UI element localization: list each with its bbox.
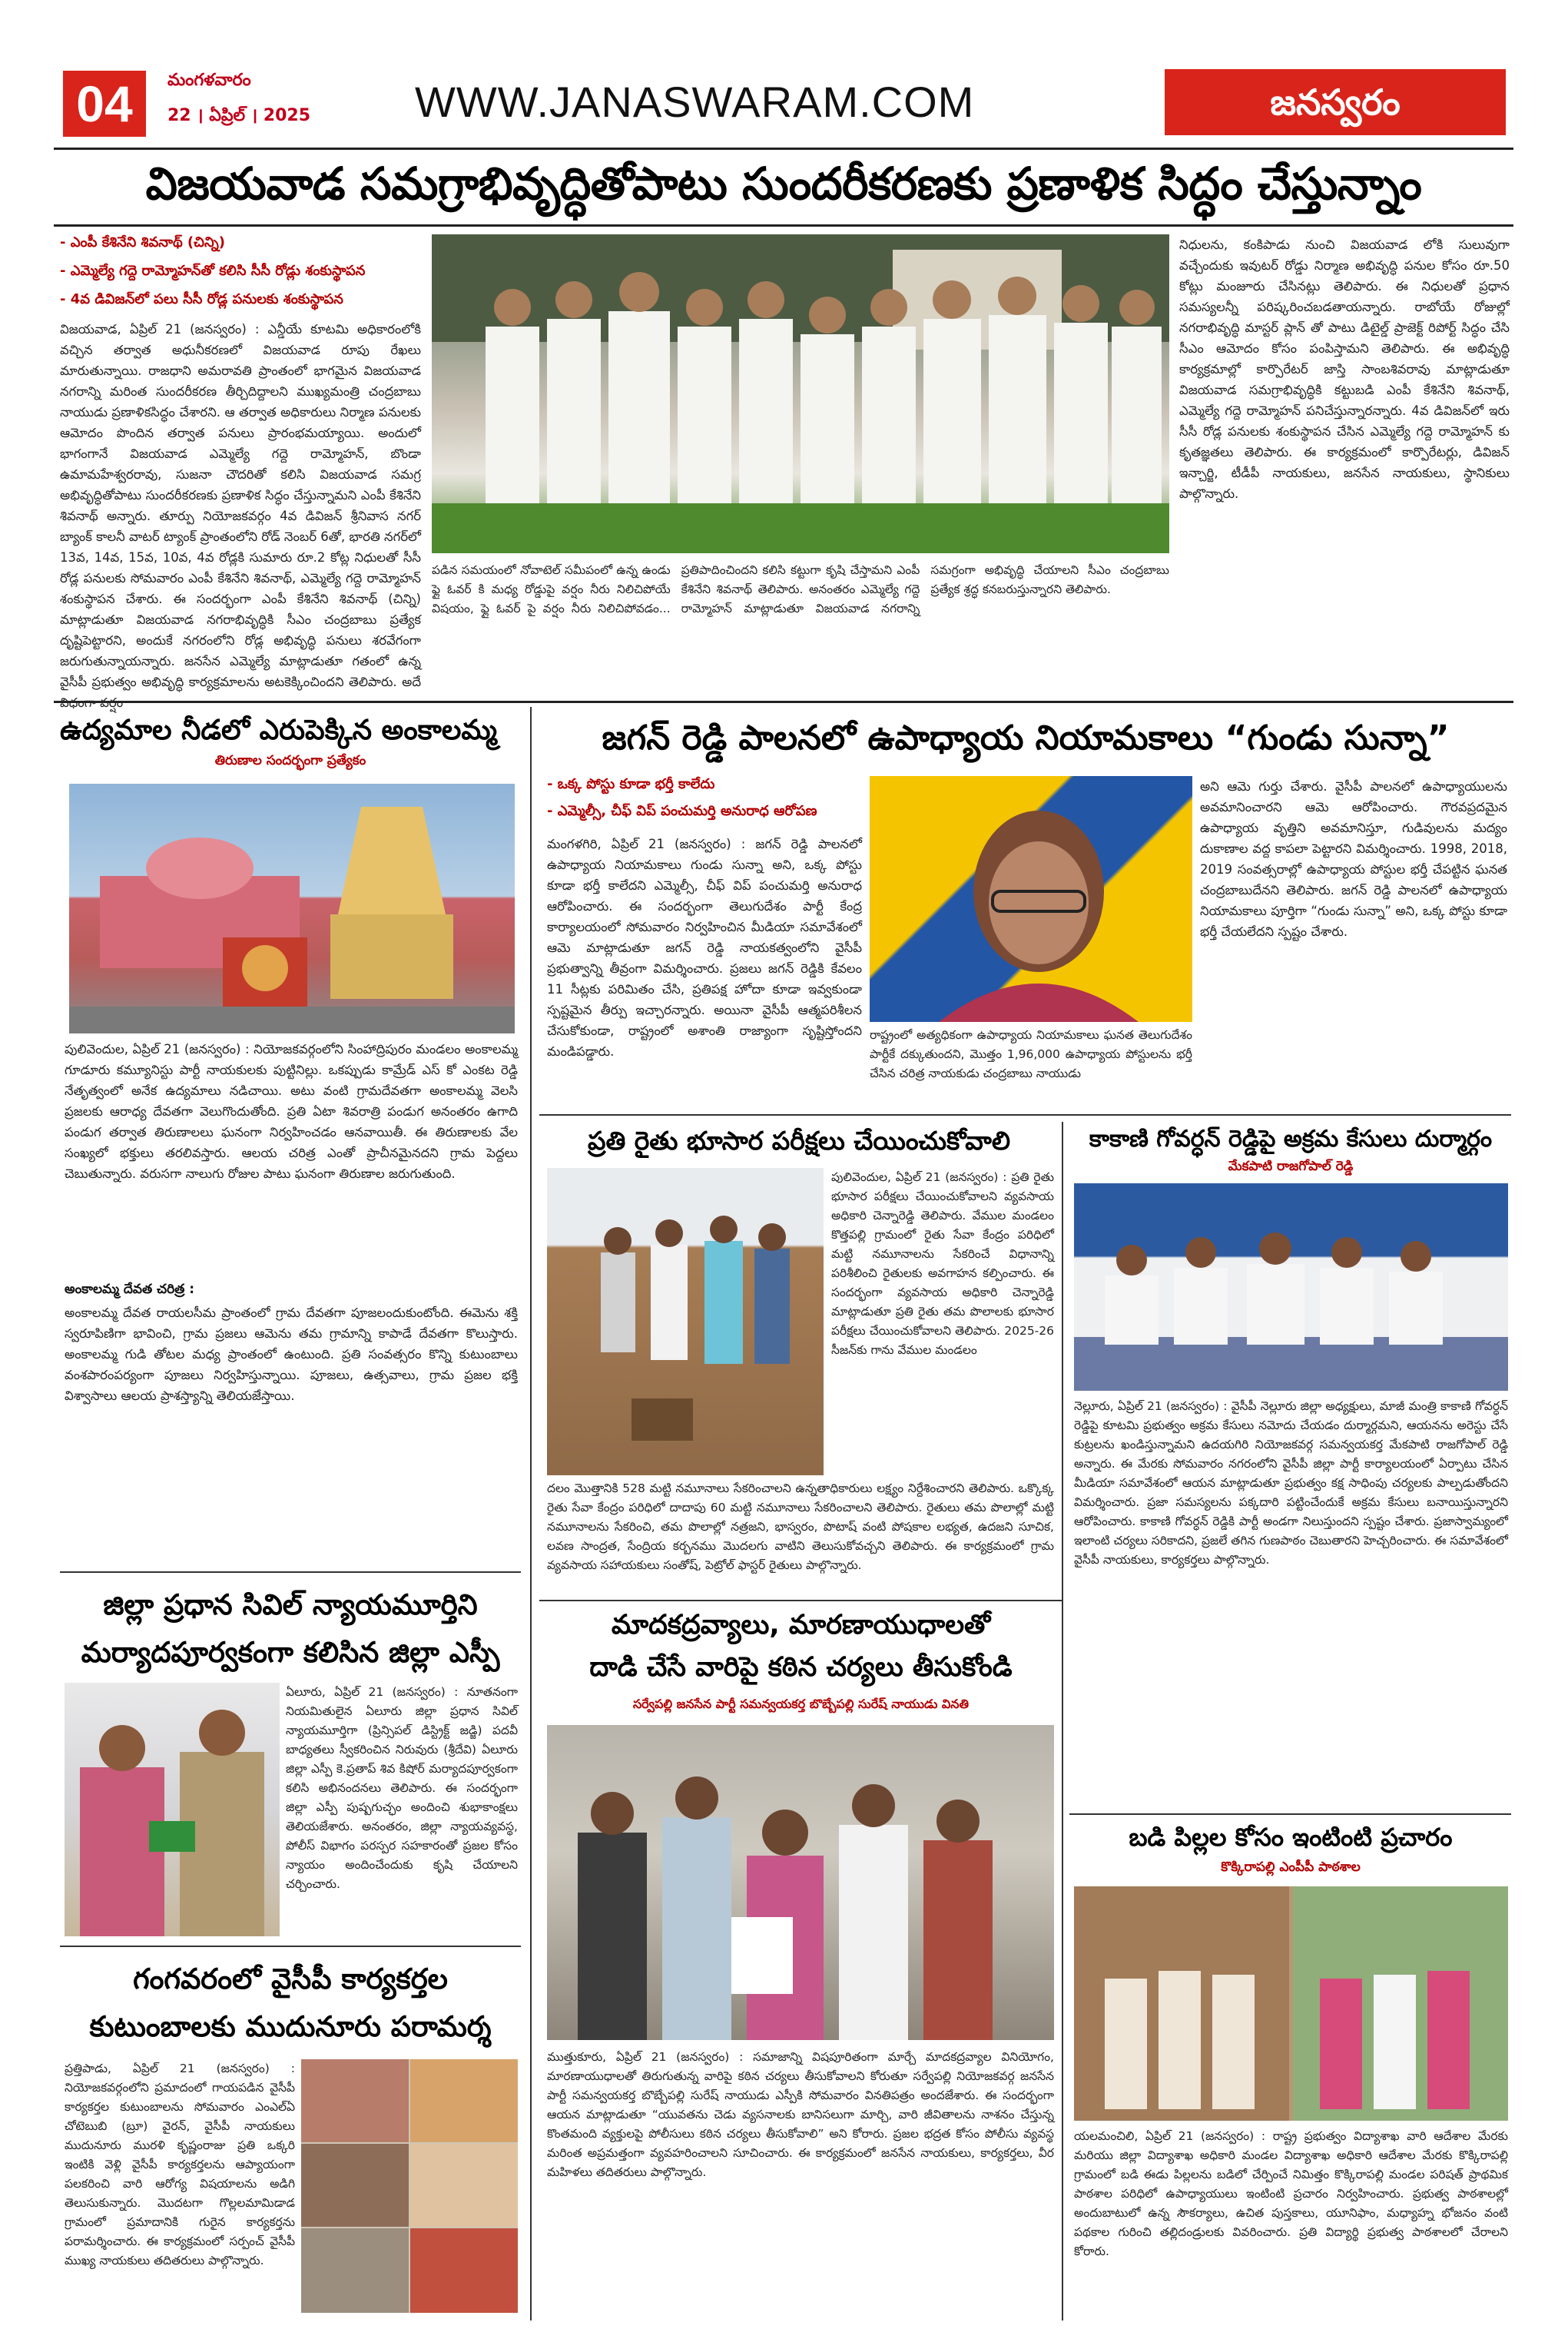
lead-headline: విజయవాడ సమగ్రాభివృద్ధితోపాటు సుందరీకరణకు ప్రణాళిక సిద్ధం చేస్తున్నాం	[145, 158, 1422, 210]
lead-photo-group	[432, 234, 1169, 553]
lead-body-middle: పడిన సమయంలో నోవాటెల్ సమీపంలో ఉన్న ఉండు ఫ్లై ఓవర్ కి మధ్య రోడ్డుపై వర్షం నీరు నిలిచిపోయే విషయం, ఫ్లై ఓవర్ పై వర్షం నీరు నిలిచిపోవడం... ప్రతిపాదించిందని కలిసి కట్టుగా కృషి చేస్తామని ఎంపీ కేశినేని శివనాథ్ తెలిపారు. అనంతరం ఎమ్మెల్యే గద్దె రామ్మోహన్ మాట్లాడుతూ విజయవాడ నగరాన్ని సమగ్రంగా అభివృద్ధి చేయాలని సీఎం చంద్రబాబు ప్రత్యేక శ్రద్ధ కనబరుస్తున్నారని తెలిపారు.	[432, 563, 1169, 615]
teachers-body-right: అని ఆమె గుర్తు చేశారు. వైసీపీ పాలనలో ఉపాధ్యాయులను అవమానించారని ఆమె ఆరోపించారు. గౌరవప్రదమైన ఉపాధ్యాయ వృత్తిని అవమానిస్తూ, గుడివులను మద్యం దుకాణాల వద్ద కాపలా పెట్టారని విమర్శించారు. 1998, 2018, 2019 సంవత్సరాల్లో ఉపాధ్యాయ పోస్టుల భర్తీ చేపట్టిన ఘనత చంద్రబాబుదేనని తెలిపారు. జగన్ రెడ్డి పాలనలో ఉపాధ్యాయ నియామకాలు పూర్తిగా “గుండు సున్నా” అని, ఒక్క పోస్టు కూడా భర్తీ చేయలేదని స్పష్టం చేశారు.	[1200, 779, 1507, 939]
lead-body-left: విజయవాడ, ఏప్రిల్ 21 (జనస్వరం) : ఎన్డీయే కూటమి అధికారంలోకి వచ్చిన తర్వాత అధునీకరణలో విజయవాడ రూపు రేఖలు మారుతున్నాయి. రాజధాని అమరావతి ప్రాంతంలో భాగమైన విజయవాడ నగరాన్ని మరింత సుందరీకరణ తీర్చిదిద్దాలని ముఖ్యమంత్రి చంద్రబాబు నాయుడు ప్రణాళికసిద్ధం చేశారని. ఆ తర్వాత అధికారులు నిర్మాణ పనులకు ఆమోదం పొందిన తర్వాత పనులు ప్రారంభమయ్యాయి. అందులో భాగంగానే విజయవాడ ఎమ్మెల్యే గద్దె రామ్మోహన్, బొండా ఉమామహేశ్వరరావు, సుజనా చౌదరితో కలిసి విజయవాడ సమగ్ర అభివృద్ధితోపాటు సుందరీకరణకు ప్రణాళిక సిద్ధం చేస్తున్నామని ఎంపీ కేశినేని శివనాథ్ అన్నారు. తూర్పు నియోజకవర్గం 4వ డివిజన్ శ్రీనివాస నగర్ బ్యాంక్ కాలనీ వాటర్ ట్యాంక్ ప్రాంతంలోని రోడ్ నెంబర్ 6తో, భారతి నగర్‌లో 13వ, 14వ, 15వ, 10వ, 4వ రోడ్లకి సుమారు రూ.2 కోట్ల నిధులతో సీసీ రోడ్ల పనులకు సోమవారం ఎంపీ కేశినేని శివనాథ్, ఎమ్మెల్యే గద్దె రామ్మోహన్ శంకుస్థాపన చేశారు. ఈ సందర్భంగా ఎంపీ కేశినేని శివనాథ్ (చిన్ని) మాట్లాడుతూ విజయవాడ నగరాభివృద్ధికి సీఎం చంద్రబాబు ప్రత్యేక దృష్టిపెట్టారని, అందుకే నగరంలోని రోడ్ల అభివృద్ధి పనులు శరవేగంగా జరుగుతున్నాయన్నారు. జనసేన ఎమ్మెల్యే మాట్లాడుతూ గతంలో ఉన్న వైసీపీ ప్రభుత్వం అభివృద్ధి కార్యక్రమాలను అటకెక్కించిందని తెలిపారు. అదే	[60, 322, 421, 689]
ankalamma-subsection: అంకాలమ్మ దేవత చరిత్ర :	[65, 1282, 195, 1297]
drugs-headline-2: దాడి చేసే వారిపై కఠిన చర్యలు తీసుకోండి	[589, 1652, 1013, 1683]
temple-photo	[69, 784, 515, 1033]
soil-body-bottom: దలం మొత్తానికి 528 మట్టి నమూనాలు సేకరించాలని ఉన్నతాధికారులు లక్ష్యం నిర్దేశించారని తెలిపారు. ఒక్కొక్క రైతు సేవా కేంద్రం పరిధిలో దాదాపు 60 మట్టి నమూనాలు సేకరించాలని తెలిపారు. రైతులు తమ పొలాల్లో మట్టి నమూనాలను సేకరించి, తమ పొలాల్లో నత్రజని, భాస్వరం, పొటాష్ వంటి పోషకాల లభ్యత, ఉదజని సూచిక, లవణ సాంద్రత, సేంద్రియ కర్బనము మొదలగు వాటిని తెలుసుకోవచ్చని తెలిపారు. ఈ కార్యక్రమంలో గ్రామ వ్యవసాయ సహాయకులు సంతోష్, పెట్రోల్ ఫాస్టర్ రైతులు పాల్గొన్నారు.	[547, 1481, 1054, 1572]
lead-body-right: నిధులను, కంకిపాడు నుంచి విజయవాడ లోకి సులువుగా వచ్చేందుకు ఇవుటర్ రోడ్డు నిర్మాణ అభివృద్ధి పనుల కోసం రూ.50 కోట్లు మంజూరు చేసినట్లు తెలిపారు. ఈ నిధులతో ప్రధాన సమస్యలన్నీ పరిష్కరించబడతాయన్నారు. రాబోయే రోజుల్లో నగరాభివృద్ధి మాస్టర్ ప్లాన్ తో పాటు డిటైల్డ్ ప్రాజెక్ట్ రిపోర్ట్ సిద్ధం చేసి సీఎం ఆమోదం కోసం పంపిస్తామని తెలిపారు. ఈ అభివృద్ధి కార్యక్రమాల్లో కార్పొరేటర్ జాస్తి సాంబశివరావు మాట్లాడుతూ విజయవాడ సమగ్రాభివృద్ధికి కట్టుబడి ఎంపీ కేశినేని శివనాథ్, ఎమ్మెల్యే గద్దె రామ్మోహన్ పనిచేస్తున్నారన్నారు. 4వ డివిజన్‌లో ఇరు సీసీ రోడ్ల పనులకు శంకుస్థాపన చేసిన ఎమ్మెల్యే గద్దె రామ్మోహన్ కు కృతజ్ఞతలు తెలిపారు. ఈ కార్యక్రమంలో కార్పొరేటర్లు, డివిజన్ ఇన్చార్జి, టీడీపీ నాయకులు, జనసేన నాయకులు, స్థానికులు పాల్గొన్నారు.	[1179, 237, 1510, 501]
soil-photo-figures	[547, 1168, 824, 1475]
soil-photo	[547, 1168, 824, 1475]
header-rule	[54, 148, 1513, 150]
kakani-subhead: మేకపాటి రాజగోపాల్ రెడ్డి	[1228, 1159, 1354, 1174]
drugs-photo-figures	[547, 1725, 1054, 2040]
temple-illustration	[69, 784, 515, 1033]
divider	[539, 1600, 1062, 1601]
kakani-photo	[1074, 1183, 1508, 1391]
kakani-body: నెల్లూరు, ఏప్రిల్ 21 (జనస్వరం) : వైసీపీ నెల్లూరు జిల్లా అధ్యక్షులు, మాజీ మంత్రి కాకాణి గోవర్ధన్ రెడ్డిపై కూటమి ప్రభుత్వం అక్రమ కేసులు నమోదు చేయడం దుర్మార్గమని, ఆయనను అరెస్టు చేసే కుట్రలను ఖండిస్తున్నామని ఉదయగిరి నియోజకవర్గ సమన్వయకర్త మేకపాటి రాజగోపాల్ రెడ్డి అన్నారు. ఈ మేరకు సోమవారం నగరంలోని వైసీపీ జిల్లా పార్టీ కార్యాలయంలో ఏర్పాటు చేసిన మీడియా సమావేశంలో ఆయన మాట్లాడుతూ ప్రభుత్వం కక్ష సాధింపు చర్యలకు పాల్పడుతోందని విమర్శించారు. ప్రజా సమస్యలను పక్కదారి పట్టించేందుకే అక్రమ కేసులు బనాయిస్తున్నారని ఆరోపించారు. కాకాణి గోవర్ధన్ రెడ్డికి పార్టీ అండగా నిలుస్తుందని స్పష్టం చేశారు. ప్రజాస్వామ్యంలో ఇలాంటి చర్యలు సరికాదని, ప్రజలే తగిన గుణపాఠం చెబుతారని హెచ్చరించారు. ఈ సమావేశంలో వైసీపీ నాయకులు, కార్యకర్తలు పాల్గొన్నారు.	[1074, 1399, 1508, 1567]
teachers-headline: జగన్ రెడ్డి పాలనలో ఉపాధ్యాయ నియామకాలు “గుండు సున్నా”	[602, 718, 1450, 758]
sp-photo-figures	[65, 1683, 280, 1936]
column-divider	[530, 707, 532, 2320]
divider	[60, 1571, 521, 1573]
ankalamma-body: పులివెందుల, ఏప్రిల్ 21 (జనస్వరం) : నియోజకవర్గంలోని సింహాద్రిపురం మండలం అంకాలమ్మ గూడూరు కమ్యూనిస్టు పార్టీ నాయకులకు పుట్టినిల్లు. ఒకప్పుడు కామ్రేడ్ ఎస్ కో ఎంకట రెడ్డి నేతృత్వంలో అనేక ఉద్యమాలు నడిచాయి. అటు వంటి గ్రామదేవతగా అంకాలమ్మ వెలసి ప్రజలకు ఆరాధ్య దేవతగా వెలుగొందుతోంది. ప్రతి ఏటా శివరాత్రి పండుగ అనంతరం ఉగాది పండుగ తర్వాత తిరుణాలలు ఘనంగా నిర్వహించడం ఆనవాయితీ. ఈ తిరుణాలకు వేల సంఖ్యలో భక్తులు తరలివస్తారు. ఆలయ చరిత్ర ఎంతో ప్రాచీనమైనదని గ్రామ పెద్దలు చెబుతున్నారు. వరుసగా నాలుగు రోజుల పాటు ఘనంగా తిరుణాల జరుగుతుంది.	[65, 1042, 518, 1181]
ankalamma-subhead: తిరుణాల సందర్భంగా ప్రత్యేకం	[214, 753, 366, 768]
divider	[539, 1114, 1511, 1116]
section-rule	[54, 701, 1513, 703]
column-divider	[1062, 1122, 1063, 2320]
drugs-body: ముత్తుకూరు, ఏప్రిల్ 21 (జనస్వరం) : సమాజాన్ని విషపూరితంగా మార్చే మాదకద్రవ్యాల వినియోగం, మారణాయుధాలతో తిరుగుతున్న వారిపై కఠిన చర్యలు తీసుకోవాలని కోరుతూ సర్వేపల్లి నియోజకవర్గ జనసేన పార్టీ సమన్వయకర్త బొబ్బేపల్లి సురేష్ నాయుడు ఎస్పీకి సోమవారం వినతిపత్రం అందజేశారు. ఈ సందర్భంగా ఆయన మాట్లాడుతూ “యువతను చెడు వ్యసనాలకు బానిసలుగా మార్చి, వారి జీవితాలను నాశనం చేస్తున్న కొంతమంది వ్యక్తులపై పోలీసులు కఠిన చర్యలు తీసుకోవాలి” అని కోరారు. ప్రజల భద్రత కోసం పోలీసు వ్యవస్థ మరింత అప్రమత్తంగా వ్యవహరించాలని సూచించారు. ఈ కార్యక్రమంలో జనసేన నాయకులు, కార్యకర్తలు, వీర మహిళలు తదితరులు పాల్గొన్నారు.	[547, 2050, 1054, 2179]
teachers-body-left: మంగళగిరి, ఏప్రిల్ 21 (జనస్వరం) : జగన్ రెడ్డి పాలనలో ఉపాధ్యాయ నియామకాలు గుండు సున్నా అని, ఒక్క పోస్టు కూడా భర్తీ కాలేదని ఎమ్మెల్సీ, చీఫ్ విప్ పంచుమర్తి అనురాధ ఆరోపించారు. ఈ సందర్భంగా తెలుగుదేశం పార్టీ కేంద్ర కార్యాలయంలో సోమవారం నిర్వహించిన మీడియా సమావేశంలో ఆమె మాట్లాడుతూ జగన్ రెడ్డి నాయకత్వంలోని వైసీపీ ప్రభుత్వాన్ని తీవ్రంగా విమర్శించారు. ప్రజలు జగన్ రెడ్డికి కేవలం 11 సీట్లకు పరిమితం చేసి, ప్రతిపక్ష హోదా కూడా ఇవ్వకుండా స్పష్టమైన తీర్పు ఇచ్చారన్నారు. అయినా వైసీపీ ఆత్మపరిశీలన చేసుకోకుండా, రాష్ట్రంలో అశాంతి రాజ్యాంగా సృష్టిస్తోందని మండిపడ్డారు.	[547, 837, 862, 1059]
gangavaram-photo-grid	[301, 2059, 518, 2313]
school-subhead: కొక్కిరాపల్లి ఎంపీపీ పాఠశాల	[1221, 1859, 1361, 1875]
lead-rule	[54, 224, 1513, 227]
teachers-portrait	[870, 776, 1192, 1022]
gangavaram-photos	[301, 2059, 518, 2313]
divider	[1069, 1813, 1511, 1815]
ankalamma-body2: అంకాలమ్మ దేవత రాయలసీమ ప్రాంతంలో గ్రామ దేవతగా పూజలందుకుంటోంది. ఈమెను శక్తి స్వరూపిణిగా భావించి, గ్రామ ప్రజలు ఆమెను తమ గ్రామాన్ని కాపాడే దేవతగా కొలుస్తారు. అంకాలమ్మ గుడి తోటల మధ్య ప్రాంతంలో ఉంటుంది. ప్రతి సంవత్సరం కొన్ని కుటుంబాలు వంశపారంపర్యంగా పూజలు నిర్వహిస్తున్నాయి. పూజలు, ఉత్సవాలు, గ్రామ ప్రజల భక్తి విశ్వాసాలు ఆలయ ప్రాశస్త్యాన్ని తెలియజేస్తాయి.	[65, 1305, 518, 1403]
ankalamma-headline: ఉద్యమాల నీడలో ఎరుపెక్కిన అంకాలమ్మ	[60, 715, 497, 746]
lead-kicker: - ఎంపీ కేశినేని శివనాథ్ (చిన్ని)	[60, 234, 225, 250]
divider	[60, 1946, 521, 1947]
masthead-brand: జనస్వరం	[1165, 69, 1506, 135]
sp-headline: జిల్లా ప్రధాన సివిల్ న్యాయమూర్తిని మర్యాదపూర్వకంగా కలిసిన జిల్లా ఎస్పీ	[81, 1588, 500, 1669]
lead-photo	[432, 234, 1169, 553]
lead-kicker: - ఎమ్మెల్యే గద్దె రామ్మోహన్‌తో కలిసి సీసీ రోడ్లు శంకుస్థాపన	[60, 263, 366, 279]
gangavaram-headline: గంగవరంలో వైసీపీ కార్యకర్తల కుటుంబాలకు ముదునూరు పరామర్శ	[89, 1962, 492, 2043]
website-url[interactable]: WWW.JANASWARAM.COM	[415, 78, 975, 126]
drugs-headline-1: మాదకద్రవ్యాలు, మారణాయుధాలతో	[611, 1610, 991, 1640]
drugs-subhead: సర్వేపల్లి జనసేన పార్టీ సమన్వయకర్త బొబ్బేపల్లి సురేష్ నాయుడు వినతి	[632, 1697, 970, 1711]
school-headline: బడి పిల్లల కోసం ఇంటింటి ప్రచారం	[1129, 1823, 1453, 1852]
school-photos	[1074, 1886, 1508, 2121]
issue-day: మంగళవారం	[167, 71, 251, 90]
teachers-kicker: - ఎమ్మెల్సీ, చీఫ్ విప్ పంచుమర్తి అనురాధ ఆరోపణ	[547, 803, 817, 819]
lead-kicker: - 4వ డివిజన్‌లో పలు సీసీ రోడ్ల పనులకు శంకుస్థాపన	[60, 291, 343, 307]
teachers-kicker: - ఒక్క పోస్టు కూడా భర్తీ కాలేదు	[547, 776, 715, 792]
lead-kickers	[60, 234, 421, 310]
kakani-photo-figures	[1074, 1183, 1508, 1391]
issue-date: 22 । ఏప్రిల్ । 2025	[167, 106, 311, 125]
sp-body: ఏలూరు, ఏప్రిల్ 21 (జనస్వరం) : నూతనంగా నియమితులైన ఏలూరు జిల్లా ప్రధాన సివిల్ న్యాయమూర్తిగా (ప్రిన్సిపల్ డిస్ట్రిక్ట్ జడ్జి) పదవీ బాధ్యతలు స్వీకరించిన నిరువురు (శ్రీదేవి) ఏలూరు జిల్లా ఎస్పీ కె.ప్రతాప్ శివ కిషోర్ మర్యాదపూర్వకంగా కలిసి అభినందనలు తెలిపారు. ఈ సందర్భంగా జిల్లా ఎస్పీ పుష్పగుచ్ఛం అందించి శుభాకాంక్షలు తెలియజేశారు. అనంతరం, జిల్లా న్యాయవ్యవస్థ, పోలీస్ విభాగం పరస్పర సహకారంతో ప్రజల కోసం న్యాయం అందించేందుకు కృషి చేయాలని చర్చించారు.	[286, 1685, 518, 1891]
drugs-photo	[547, 1725, 1054, 2040]
kakani-headline: కాకాణి గోవర్ధన్ రెడ్డిపై అక్రమ కేసులు దుర్మార్గం	[1089, 1126, 1493, 1153]
sp-photo	[65, 1683, 280, 1936]
school-photo-pair	[1074, 1886, 1508, 2121]
teachers-photo	[870, 776, 1192, 1022]
teachers-body-middle: రాష్ట్రంలో అత్యధికంగా ఉపాధ్యాయ నియామకాలు ఘనత తెలుగుదేశం పార్టీకే దక్కుతుందని, మొత్తం 1,96,000 ఉపాధ్యాయ పోస్టులను భర్తీ చేసిన చరిత్ర నాయకుడు చంద్రబాబు నాయుడు	[870, 1028, 1192, 1080]
gangavaram-body: ప్రత్తిపాడు, ఏప్రిల్ 21 (జనస్వరం) : నియోజకవర్గంలోని ప్రమాదంలో గాయపడిన వైసీపీ కార్యకర్తల కుటుంబాలను సోమవారం ఎంఎల్ఏ చోటెబుబి (బ్రూ) వైరన్, వైసీపీ నాయకులు ముదునూరు మురళి కృష్ణంరాజు ప్రతి ఒక్కరి ఇంటికి వెళ్లి వైసీపీ కార్యకర్తలను ఆప్యాయంగా పలకరించి వారి ఆరోగ్య విషయాలను అడిగి తెలుసుకున్నారు. మొదటగా గొల్లలమామిడాడ గ్రామంలో ప్రమాదానికి గురైన కార్యకర్తను పరామర్శించారు. ఈ కార్యక్రమంలో సర్పంచ్ వైసీపీ ముఖ్య నాయకులు తదితరులు పాల్గొన్నారు.	[65, 2062, 295, 2267]
page-number: 04	[63, 71, 146, 137]
soil-body-right: పులివెందుల, ఏప్రిల్ 21 (జనస్వరం) : ప్రతి రైతు భూసార పరీక్షలు చేయించుకోవాలని వ్యవసాయ అధికారి చెన్నారెడ్డి తెలిపారు. వేముల మండలం కొత్తపల్లి గ్రామంలో రైతు సేవా కేంద్రం పరిధిలో మట్టి నమూనాలను సేకరించే విధానాన్ని పరిశీలించి రైతులకు అవగాహన కల్పించారు. ఈ సందర్భంగా వ్యవసాయ అధికారి చెన్నారెడ్డి మాట్లాడుతూ ప్రతి రైతు తమ పొలాలకు భూసార పరీక్షలు చేయించుకోవాలని తెలిపారు. 2025-26 సీజన్‌కు గాను వేముల మండలం	[831, 1170, 1054, 1357]
school-body: యలమంచిలి, ఏప్రిల్ 21 (జనస్వరం) : రాష్ట్ర ప్రభుత్వం విద్యాశాఖ వారి ఆదేశాల మేరకు మరియు జిల్లా విద్యాశాఖ అధికారి మండల విద్యాశాఖ అధికారి ఆదేశాల మేరకు కొక్కిరాపల్లి గ్రామంలో బడి ఈడు పిల్లలను బడిలో చేర్పించే నిమిత్తం కొక్కిరాపల్లి మండల పరిషత్ ప్రాథమిక పాఠశాల పరిధిలో ఉపాధ్యాయులు ఇంటింటి ప్రచారం నిర్వహించారు. ప్రభుత్వ పాఠశాలల్లో అందుబాటులో ఉన్న సౌకర్యాలు, ఉచిత పుస్తకాలు, యూనిఫాం, మధ్యాహ్న భోజనం వంటి పథకాల గురించి తల్లిదండ్రులకు వివరించారు. ప్రతి విద్యార్థి ప్రభుత్వ పాఠశాలలో చేరాలని కోరారు.	[1074, 2129, 1508, 2258]
soil-headline: ప్రతి రైతు భూసార పరీక్షలు చేయించుకోవాలి	[587, 1126, 1011, 1156]
